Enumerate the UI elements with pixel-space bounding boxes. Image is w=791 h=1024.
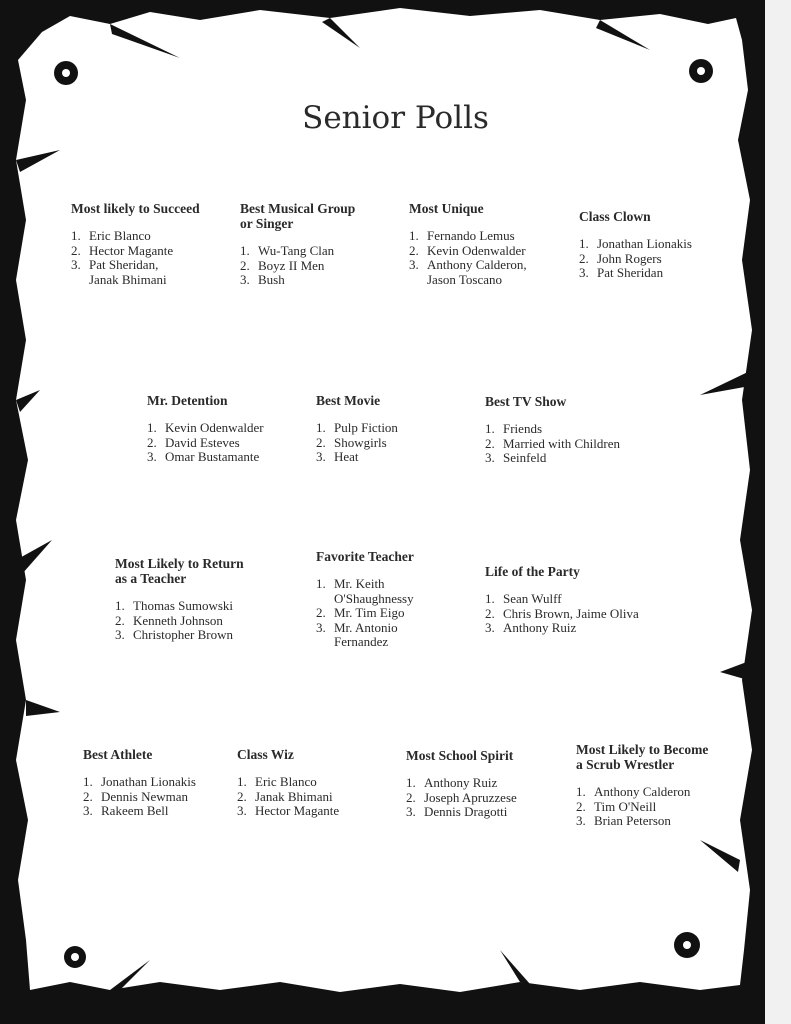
poll-item: 1. Jonathan Lionakis (579, 236, 692, 251)
poll-list (115, 599, 310, 643)
poll-item: 2. Tim O'Neill (576, 798, 657, 814)
poll-most-likely-scrub-wrestler (576, 742, 741, 829)
poll-item: 3. Pat Sheridan (579, 265, 664, 280)
poll-list (406, 776, 571, 820)
poll-item: 1. Eric Blanco (71, 228, 151, 243)
poll-item: 1. Eric Blanco (237, 774, 317, 789)
poll-item: 3. Dennis Dragotti (406, 804, 508, 819)
poll-most-likely-to-succeed (71, 201, 236, 287)
poll-list (147, 421, 312, 465)
poll-favorite-teacher (316, 549, 481, 650)
poll-item: 2. Kenneth Johnson (115, 612, 223, 628)
poll-item: 2. Joseph Apruzzese (406, 789, 517, 805)
poll-most-likely-to-return-as-teacher (115, 556, 310, 643)
poll-item: 3. Brian Peterson (576, 813, 671, 828)
poll-title: Best Musical Group or Singer (240, 201, 356, 231)
poll-title: Life of the Party (485, 564, 580, 579)
poll-item: 1. Anthony Calderon (576, 784, 691, 799)
poll-best-athlete (83, 747, 233, 819)
poll-item: 3. Hector Magante (237, 803, 340, 818)
poll-list (576, 785, 741, 829)
poll-item: 2. Mr. Tim Eigo (316, 605, 405, 620)
poll-title: Most Unique (409, 201, 484, 216)
poll-item: 2. Kevin Odenwalder (409, 242, 526, 258)
poll-item: 1. Pulp Fiction (316, 420, 398, 435)
poll-item: 2. Showgirls (316, 434, 387, 450)
poll-title: Most School Spirit (406, 748, 514, 763)
poll-life-of-the-party (485, 564, 685, 636)
poll-list (240, 244, 405, 288)
poll-item: 1. Mr. Keith O'Shaughnessy (316, 576, 414, 606)
poll-item: 3. Anthony Ruiz (485, 620, 577, 635)
poll-item: 3. Christopher Brown (115, 627, 234, 642)
poll-item: 3. Heat (316, 449, 359, 464)
page-title: Senior Polls (302, 100, 489, 136)
poll-item: 3. Anthony Calderon, Jason Toscano (409, 257, 527, 287)
poll-title: Class Clown (579, 209, 651, 224)
poll-title: Most Likely to Become a Scrub Wrestler (576, 742, 709, 772)
poll-most-unique (409, 201, 574, 287)
poll-title: Most Likely to Return as a Teacher (115, 556, 244, 586)
poll-item: 2. Dennis Newman (83, 788, 189, 804)
poll-item: 2. John Rogers (579, 250, 662, 266)
poll-list (316, 421, 481, 465)
poll-title: Best TV Show (485, 394, 567, 409)
poll-item: 1. Friends (485, 421, 542, 436)
poll-item: 1. Fernando Lemus (409, 228, 515, 243)
poll-list (579, 237, 739, 281)
poll-item: 3. Pat Sheridan, Janak Bhimani (71, 257, 167, 287)
poll-class-clown (579, 209, 739, 281)
poll-item: 3. Seinfeld (485, 450, 547, 465)
poll-title: Best Athlete (83, 747, 153, 762)
poll-mr-detention (147, 393, 312, 465)
poll-item: 1. Kevin Odenwalder (147, 420, 264, 435)
poll-list (485, 592, 685, 636)
poll-item: 2. Janak Bhimani (237, 788, 333, 804)
poll-item: 1. Wu-Tang Clan (240, 243, 335, 258)
poll-list (71, 229, 236, 287)
poll-best-tv-show (485, 394, 685, 466)
poll-title: Most likely to Succeed (71, 201, 200, 216)
poll-item: 3. Omar Bustamante (147, 449, 260, 464)
poll-item: 3. Bush (240, 272, 285, 287)
poll-item: 2. David Esteves (147, 434, 240, 450)
poll-item: 2. Chris Brown, Jaime Oliva (485, 605, 639, 621)
poll-item: 1. Jonathan Lionakis (83, 774, 196, 789)
poll-item: 2. Boyz II Men (240, 257, 325, 273)
poll-item: 1. Thomas Sumowski (115, 598, 234, 613)
poll-title: Best Movie (316, 393, 381, 408)
poll-title: Class Wiz (237, 747, 294, 762)
poll-item: 3. Mr. Antonio Fernandez (316, 619, 398, 649)
poll-list (409, 229, 574, 287)
poll-item: 2. Hector Magante (71, 242, 174, 258)
poll-class-wiz (237, 747, 397, 819)
poll-list (316, 577, 481, 650)
poll-title: Mr. Detention (147, 393, 228, 408)
poll-list (485, 422, 685, 466)
poll-item: 2. Married with Children (485, 435, 620, 451)
poll-list (237, 775, 397, 819)
poll-list (83, 775, 233, 819)
poll-most-school-spirit (406, 748, 571, 820)
poll-best-movie (316, 393, 481, 465)
poll-best-musical-group (240, 201, 405, 288)
poll-item: 3. Rakeem Bell (83, 803, 169, 818)
poll-item: 1. Sean Wulff (485, 591, 562, 606)
poll-item: 1. Anthony Ruiz (406, 775, 498, 790)
poll-title: Favorite Teacher (316, 549, 414, 564)
